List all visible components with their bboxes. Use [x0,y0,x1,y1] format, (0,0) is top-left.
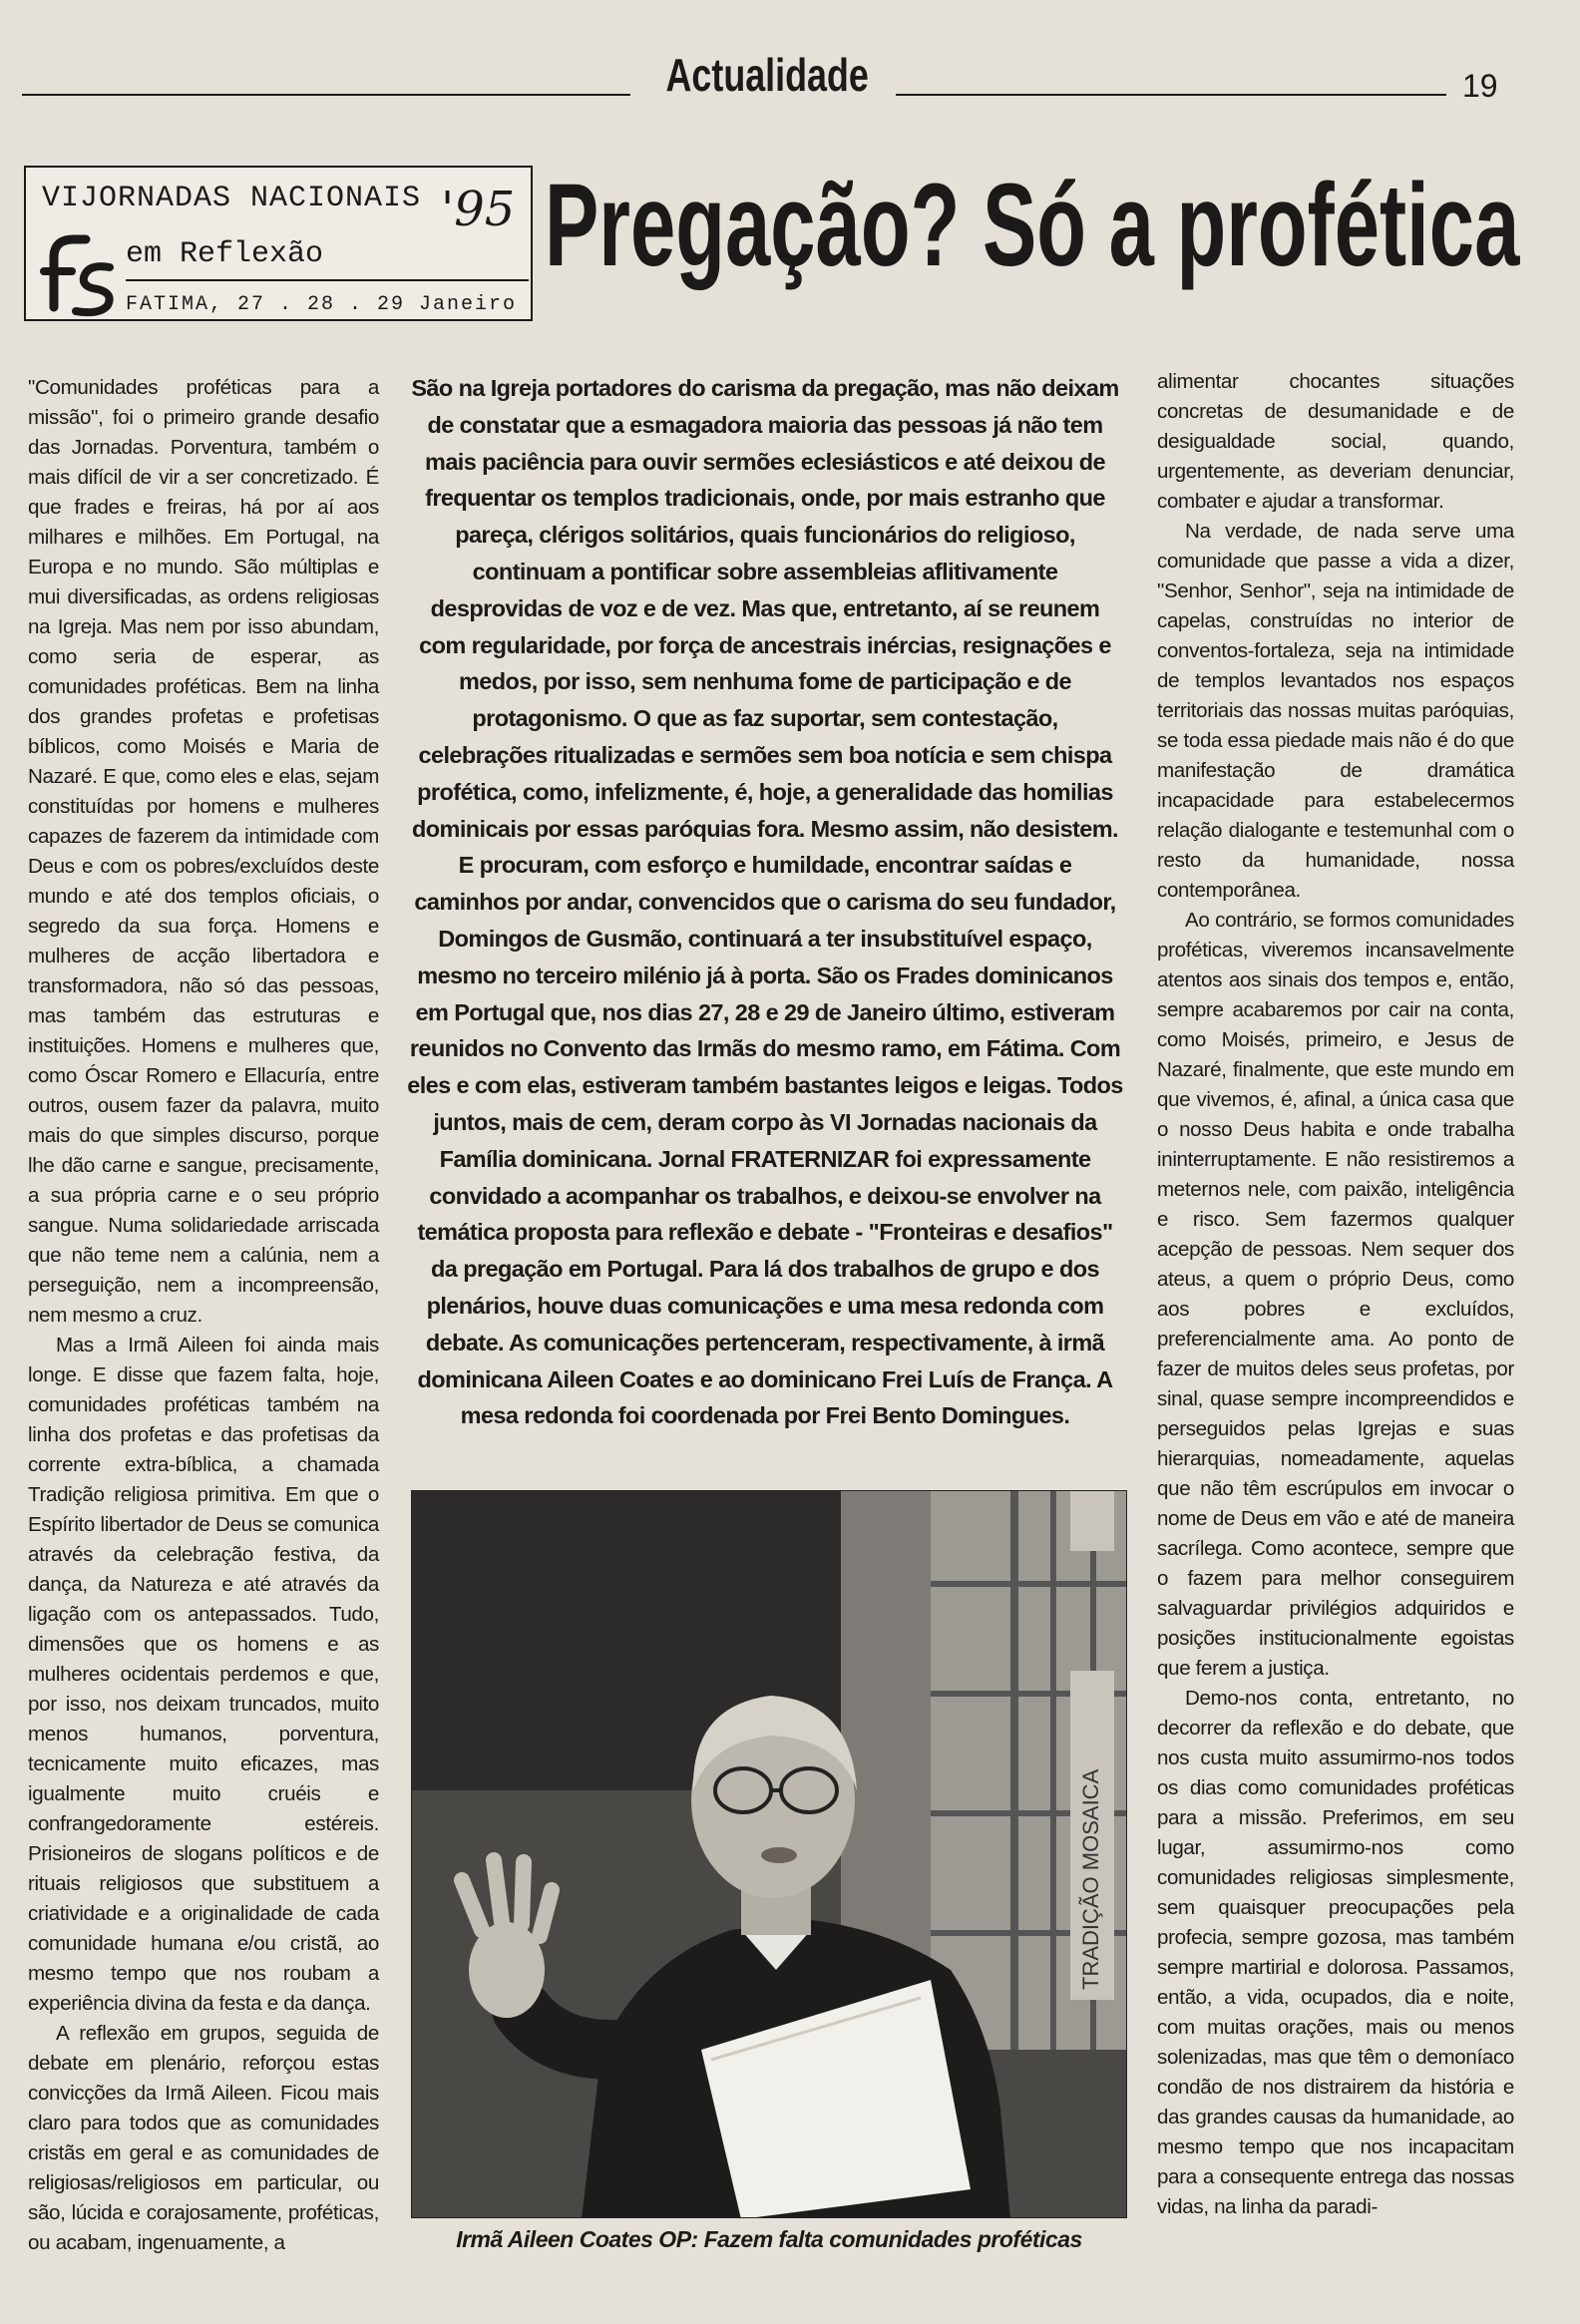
header-rule-left [22,94,630,96]
logo-dates: FATIMA, 27 . 28 . 29 Janeiro [126,293,518,316]
right-paragraph: Demo-nos conta, entretanto, no decorrer da reflexão e do debate, que nos custa muito assumirmo-nos todos os dias como comunidades proféticas para a missão. Preferimos, em seu lugar, assumirmo-nos como comunidades religiosas simplesmente, sem quaisquer preocupações pela profecia, sempre gozosa, mas também sempre martirial e dolorosa. Passamos, então, a vida, ocupados, dia e noite, com muitas orações, mais ou menos solenizadas, mas que têm o demoníaco condão de nos distrairem da história e das grandes causas da humanidade, ao mesmo tempo que nos incapacitam para a consequente entrega das nossas vidas, na linha da paradi- [1157,1687,1514,2218]
left-paragraph: Mas a Irmã Aileen foi ainda mais longe. E disse que fazem falta, hoje, comunidades proféticas também na linha dos profetas e das profetisas da corrente extra-bíblica, a chamada Tradição religiosa primitiva. Em que o Espírito libertador de Deus se comunica através da celebração festiva, da dança, da Natureza e até através da ligação com os antepassados. Tudo, dimensões que os homens e as mulheres ocidentais perdemos e que, por isso, nos deixam truncados, muito menos humanos, porventura, tecnicamente muito eficazes, mas igualmente muito cruéis e confrangedoramente estéreis. Prisioneiros de slogans políticos e de rituais religiosos que substituem a criatividade e a originalidade de cada comunidade humana e/ou cristã, ao mesmo tempo que nos roubam a experiência divina da festa e da dança. [28,1334,379,2015]
right-paragraph: Na verdade, de nada serve uma comunidade que passe a vida a dizer, "Senhor, Senhor", seja na intimidade de capelas, construídas no interior de conventos-fortaleza, seja na intimidade de templos levantados nos espaços territoriais das nossas muitas paróquias, se toda essa piedade mais não é do que manifestação de dramática incapacidade para estabelecermos relação dialogante e testemunhal com o resto da humanidade, nossa contemporânea. [1157,520,1514,902]
logo-year: '95 [441,182,516,237]
article-lead: São na Igreja portadores do carisma da pregação, mas não deixam de constatar que a esmagadora maioria das pessoas já não tem mais paciência para ouvir sermões eclesiásticos e até deixou de frequentar os templos tradicionais, onde, por mais estranho que pareça, clérigos solitários, quais funcionários do religioso, continuam a pontificar sobre assembleias aflitivamente desprovidas de voz e de vez. Mas que, entretanto, aí se reunem com regularidade, por força de ancestrais inércias, resignações e medos, por isso, sem nenhuma fome de participação e de protagonismo. O que as faz suportar, sem contestação, celebrações ritualizadas e sermões sem boa notícia e sem chispa profética, como, infelizmente, é, hoje, a generalidade das homilias dominicais por essas paróquias fora. Mesmo assim, não desistem. E procuram, com esforço e humildade, encontrar saídas e caminhos por andar, convencidos que o carisma do seu fundador, Domingos de Gusmão, continuará a ter insubstituível espaço, mesmo no terceiro milénio já à porta. São os Frades dominicanos em Portugal que, nos dias 27, 28 e 29 de Janeiro último, estiveram reunidos no Convento das Irmãs do mesmo ramo, em Fátima. Com eles e com elas, estiveram também bastantes leigos e leigas. Todos juntos, mais de cem, deram corpo às VI Jornadas nacionais da Família dominicana. Jornal FRATERNIZAR foi expressamente convidado a acompanhar os trabalhos, e deixou-se envolver na temática proposta para reflexão e debate - "Fronteiras e desafios" da pregação em Portugal. Para lá dos trabalhos de grupo e dos plenários, houve duas comunicações e uma mesa redonda com debate. As comunicações pertenceram, respectivamente, à irmã dominicana Aileen Coates e ao dominicano Frei Luís de França. A mesa redonda foi coordenada por Frei Bento Domingues. [407,375,1123,1429]
event-logo-box [24,166,533,321]
page-number: 19 [1462,68,1498,104]
header-rule-right [896,94,1446,96]
right-paragraph: alimentar chocantes situações concretas de desumanidade e de desigualdade social, quando, urgentemente, as deveriam denunciar, combater e ajudar a transformar. [1157,370,1514,513]
photo-speaker-illustration [412,1491,1127,2218]
logo-subtitle: em Reflexão [126,237,324,271]
left-paragraph: A reflexão em grupos, seguida de debate em plenário, reforçou estas convicções da Irmã Aileen. Ficou mais claro para todos que as comunidades cristãs em geral e as comunidades de religiosas/religiosos em particular, ou são, lúcida e corajosamente, proféticas, ou acabam, ingenuamente, a [28,2022,379,2254]
right-column [1157,367,1514,2222]
section-title: Actualidade [665,49,869,101]
right-paragraph: Ao contrário, se formos comunidades proféticas, viveremos incansavelmente atentos aos sinais dos tempos e, então, sempre acabaremos por cair na conta, como Moisés, primeiro, e Jesus de Nazaré, finalmente, que este mundo em que vivemos, é, afinal, a única casa que o nosso Deus habita e onde trabalha ininterruptamente. E não resistiremos a meternos nele, com paixão, inteligência e risco. Sem fazermos qualquer acepção de pessoas. Nem sequer dos ateus, a quem o próprio Deus, como aos pobres e excluídos, preferencialmente ama. Ao ponto de fazer de muitos deles seus profetas, por sinal, quase sempre incompreendidos e perseguidos pelas Igrejas e suas hierarquias, nomeadamente, aquelas que não têm escrúpulos em invocar o nome de Deus em vão e até de maneira sacrílega. Como acontece, sempre que o fazem para melhor conseguirem salvaguardar privilégios adquiridos e posições institucionalmente egoistas que ferem a justiça. [1157,909,1514,1680]
photo-banner-text: TRADIÇÃO MOSAICA [1078,1768,1103,1990]
fs-logo-icon [36,227,126,317]
article-photo [411,1490,1127,2218]
logo-rule [126,279,529,281]
photo-caption: Irmã Aileen Coates OP: Fazem falta comunidades proféticas [456,2226,1082,2252]
logo-title: VIJORNADAS NACIONAIS [42,182,422,215]
left-column [28,373,379,2258]
article-headline: Pregação? Só a profética [545,160,1520,291]
left-paragraph: "Comunidades proféticas para a missão", foi o primeiro grande desafio das Jornadas. Porventura, também o mais difícil de vir a ser concretizado. É que frades e freiras, há por aí aos milhares e milhões. Em Portugal, na Europa e no mundo. São múltiplas e mui diversificadas, as ordens religiosas na Igreja. Mas nem por isso abundam, como seria de esperar, as comunidades proféticas. Bem na linha dos grandes profetas e profetisas bíblicos, como Moisés e Maria de Nazaré. E que, como eles e elas, sejam constituídas por homens e mulheres capazes de fazerem da intimidade com Deus e com os pobres/excluídos deste mundo e até dos templos oficiais, o segredo da sua força. Homens e mulheres de acção libertadora e transformadora, não só das pessoas, mas também das estruturas e instituições. Homens e mulheres que, como Óscar Romero e Ellacuría, entre outros, ousem fazer da palavra, muito mais do que simples discurso, porque lhe dão carne e sangue, precisamente, a sua própria carne e o seu próprio sangue. Numa solidariedade arriscada que não teme nem a calúnia, nem a perseguição, nem a incompreensão, nem mesmo a cruz. [28,376,379,1327]
